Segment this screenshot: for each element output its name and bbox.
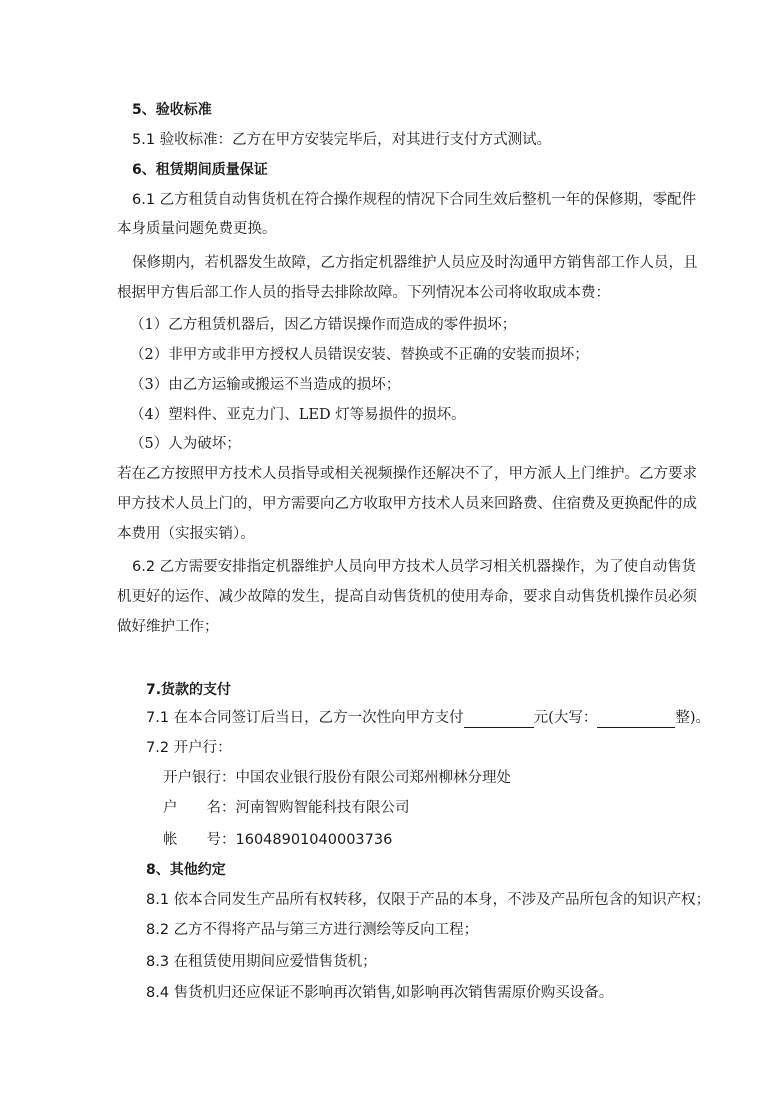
- clause-6-1-line-1: [132, 190, 696, 210]
- clause-text: 乙方需要安排指定机器维护人员向甲方技术人员学习相关机器操作，为了使自动售货: [159, 559, 697, 575]
- clause-text: 依本合同发生产品所有权转移，仅限于产品的本身，不涉及产品所包含的知识产权；: [173, 892, 711, 908]
- account-name-value: 河南智购智能科技有限公司: [235, 800, 410, 816]
- clause-7-2: [146, 738, 232, 758]
- list-item: （1）乙方租赁机器后，因乙方错误操作而造成的零件损坏；: [130, 317, 517, 333]
- list-item: （2）非甲方或非甲方授权人员错误安装、替换或不正确的安装而损坏；: [130, 347, 589, 363]
- clause-text: 乙方租赁自动售货机在符合操作规程的情况下合同生效后整机一年的保修期，零配件: [159, 192, 697, 208]
- clause-6-2-line-2: 机更好的运作、减少故障的发生，提高自动售货机的使用寿命，要求自动售货机操作员必须: [117, 589, 697, 605]
- clause-number: 7.1: [146, 710, 170, 726]
- onsite-paragraph-line-1: 若在乙方按照甲方技术人员指导或相关视频操作还解决不了，甲方派人上门维护。乙方要求: [117, 466, 697, 482]
- section-8-heading: 8、其他约定: [146, 862, 226, 878]
- clause-number: 8.4: [146, 985, 170, 1001]
- clause-7-1: [146, 708, 710, 728]
- clause-text: 开户行：: [173, 740, 232, 756]
- clause-number: 6.1: [132, 192, 156, 208]
- bank-row: [163, 768, 511, 788]
- warranty-paragraph-line-1: 保修期内，若机器发生故障，乙方指定机器维护人员应及时沟通甲方销售部工作人员，且: [132, 255, 698, 271]
- clause-text: 验收标准：乙方在甲方安装完毕后，对其进行支付方式测试。: [159, 132, 552, 148]
- clause-text: 在本合同签订后当日，乙方一次性向甲方支付: [173, 710, 464, 726]
- clause-text: 售货机归还应保证不影响再次销售,如影响再次销售需原价购买设备。: [173, 985, 614, 1001]
- section-5-heading: 5、验收标准: [132, 102, 212, 118]
- clause-5-1: [132, 130, 551, 150]
- account-number-value: 16048901040003736: [235, 832, 393, 848]
- clause-number: 5.1: [132, 132, 156, 148]
- account-number-row: [163, 830, 392, 850]
- onsite-paragraph-line-2: 甲方技术人员上门的，甲方需要向乙方收取甲方技术人员来回路费、住宿费及更换配件的成: [117, 496, 697, 512]
- bank-label: 开户银行：: [163, 770, 236, 786]
- list-item: （5）人为破坏；: [130, 436, 241, 452]
- account-name-row: [163, 798, 410, 818]
- clause-text-end: 整)。: [675, 710, 711, 726]
- clause-8-2: [146, 920, 478, 940]
- list-item: （4）塑料件、亚克力门、LED 灯等易损件的损坏。: [130, 407, 466, 423]
- list-item: （3）由乙方运输或搬运不当造成的损坏；: [130, 377, 401, 393]
- amount-blank[interactable]: [464, 711, 534, 728]
- clause-number: 6.2: [132, 559, 156, 575]
- section-7-heading: 7.货款的支付: [146, 682, 232, 698]
- clause-6-1-line-2: 本身质量问题免费更换。: [117, 221, 277, 237]
- warranty-paragraph-line-2: 根据甲方售后部工作人员的指导去排除故障。下列情况本公司将收取成本费：: [117, 285, 610, 301]
- amount-in-words-blank[interactable]: [597, 711, 675, 728]
- clause-number: 8.1: [146, 892, 170, 908]
- clause-text: 在租赁使用期间应爱惜售货机；: [173, 954, 377, 970]
- account-number-label: 帐 号：: [163, 832, 236, 848]
- account-name-label: 户 名：: [163, 800, 236, 816]
- section-6-heading: 6、租赁期间质量保证: [132, 162, 268, 178]
- bank-value: 中国农业银行股份有限公司郑州柳林分理处: [235, 770, 511, 786]
- clause-text-mid: 元(大写：: [533, 710, 598, 726]
- onsite-paragraph-line-3: 本费用（实报实销）。: [117, 526, 255, 542]
- clause-6-2-line-3: 做好维护工作；: [117, 619, 219, 635]
- clause-number: 8.2: [146, 922, 170, 938]
- clause-number: 8.3: [146, 954, 170, 970]
- clause-8-1: [146, 890, 710, 910]
- clause-8-4: [146, 983, 613, 1003]
- clause-text: 乙方不得将产品与第三方进行测绘等反向工程；: [173, 922, 479, 938]
- clause-6-2-line-1: [132, 557, 696, 577]
- clause-number: 7.2: [146, 740, 170, 756]
- clause-8-3: [146, 952, 377, 972]
